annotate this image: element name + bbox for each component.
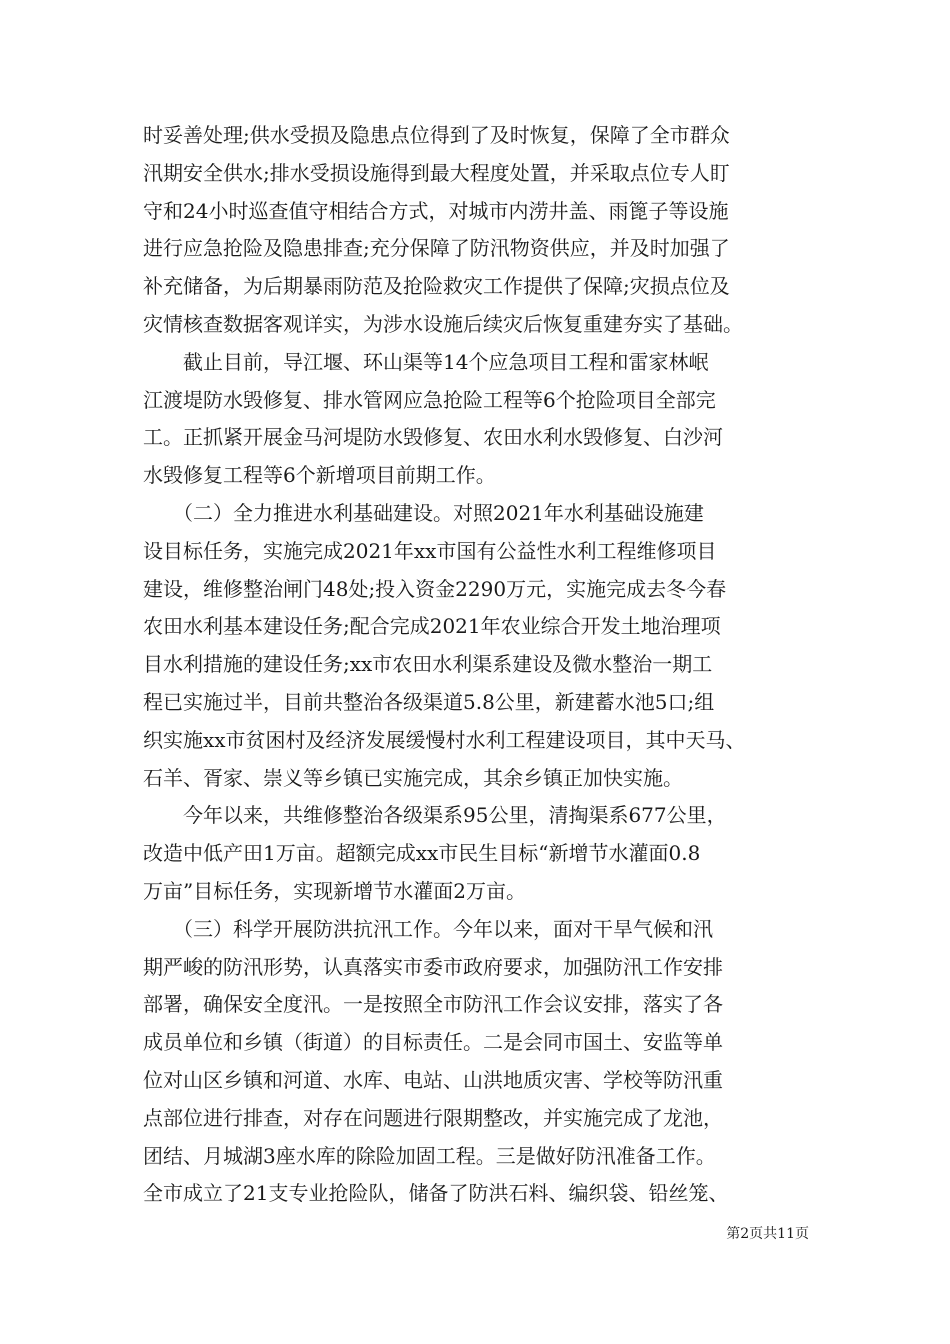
text-line: 织实施xx市贫困村及经济发展缓慢村水利工程建设项目，其中天马、 — [143, 727, 746, 752]
text-line: 农田水利基本建设任务;配合完成2021年农业综合开发土地治理项 — [143, 614, 721, 639]
text-line: 建设，维修整治闸门48处;投入资金2290万元，实施完成去冬今春 — [143, 576, 727, 601]
text-line: 工。正抓紧开展金马河堤防水毁修复、农田水利水毁修复、白沙河 — [143, 425, 723, 450]
document-body — [143, 117, 809, 1213]
text-line: 期严峻的防汛形势，认真落实市委市政府要求，加强防汛工作安排 — [143, 954, 723, 979]
text-line: （二）全力推进水利基础建设。对照2021年水利基础设施建 — [143, 500, 704, 525]
text-line: 万亩”目标任务，实现新增节水灌面2万亩。 — [143, 878, 526, 903]
text-line: 补充储备，为后期暴雨防范及抢险救灾工作提供了保障;灾损点位及 — [143, 274, 730, 299]
page-number-footer: 第2页共11页 — [726, 1226, 809, 1242]
text-line: 守和24小时巡查值守相结合方式，对城市内涝井盖、雨篦子等设施 — [143, 198, 729, 223]
text-line: 水毁修复工程等6个新增项目前期工作。 — [143, 463, 496, 488]
text-line: （三）科学开展防洪抗汛工作。今年以来，面对干旱气候和汛 — [143, 916, 713, 941]
text-line: 点部位进行排查，对存在问题进行限期整改，并实施完成了龙池， — [143, 1105, 723, 1130]
text-line: 成员单位和乡镇（街道）的目标责任。二是会同市国土、安监等单 — [143, 1030, 723, 1055]
text-line: 目水利措施的建设任务;xx市农田水利渠系建设及微水整治一期工 — [143, 652, 713, 677]
text-line: 全市成立了21支专业抢险队，储备了防洪石料、编织袋、铅丝笼、 — [143, 1181, 729, 1206]
text-line: 石羊、胥家、崇义等乡镇已实施完成，其余乡镇正加快实施。 — [143, 765, 683, 790]
text-line: 团结、月城湖3座水库的除险加固工程。三是做好防汛准备工作。 — [143, 1143, 716, 1168]
text-line: 汛期安全供水;排水受损设施得到最大程度处置，并采取点位专人盯 — [143, 160, 730, 185]
text-line: 位对山区乡镇和河道、水库、电站、山洪地质灾害、学校等防汛重 — [143, 1067, 723, 1092]
text-line: 时妥善处理;供水受损及隐患点位得到了及时恢复，保障了全市群众 — [143, 123, 730, 147]
text-line: 设目标任务，实施完成2021年xx市国有公益性水利工程维修项目 — [143, 538, 717, 563]
text-line: 程已实施过半，目前共整治各级渠道5.8公里，新建蓄水池5口;组 — [143, 689, 715, 714]
text-line: 改造中低产田1万亩。超额完成xx市民生目标“新增节水灌面0.8 — [143, 841, 701, 866]
text-line: 今年以来，共维修整治各级渠系95公里，清掏渠系677公里， — [143, 803, 727, 828]
text-line: 部署，确保安全度汛。一是按照全市防汛工作会议安排，落实了各 — [143, 992, 723, 1017]
text-line: 进行应急抢险及隐患排查;充分保障了防汛物资供应，并及时加强了 — [143, 236, 730, 261]
text-line: 截止目前，导江堰、环山渠等14个应急项目工程和雷家林岷 — [143, 349, 709, 374]
text-line: 江渡堤防水毁修复、排水管网应急抢险工程等6个抢险项目全部完 — [143, 387, 716, 412]
text-line: 灾情核查数据客观详实，为涉水设施后续灾后恢复重建夯实了基础。 — [143, 311, 743, 336]
